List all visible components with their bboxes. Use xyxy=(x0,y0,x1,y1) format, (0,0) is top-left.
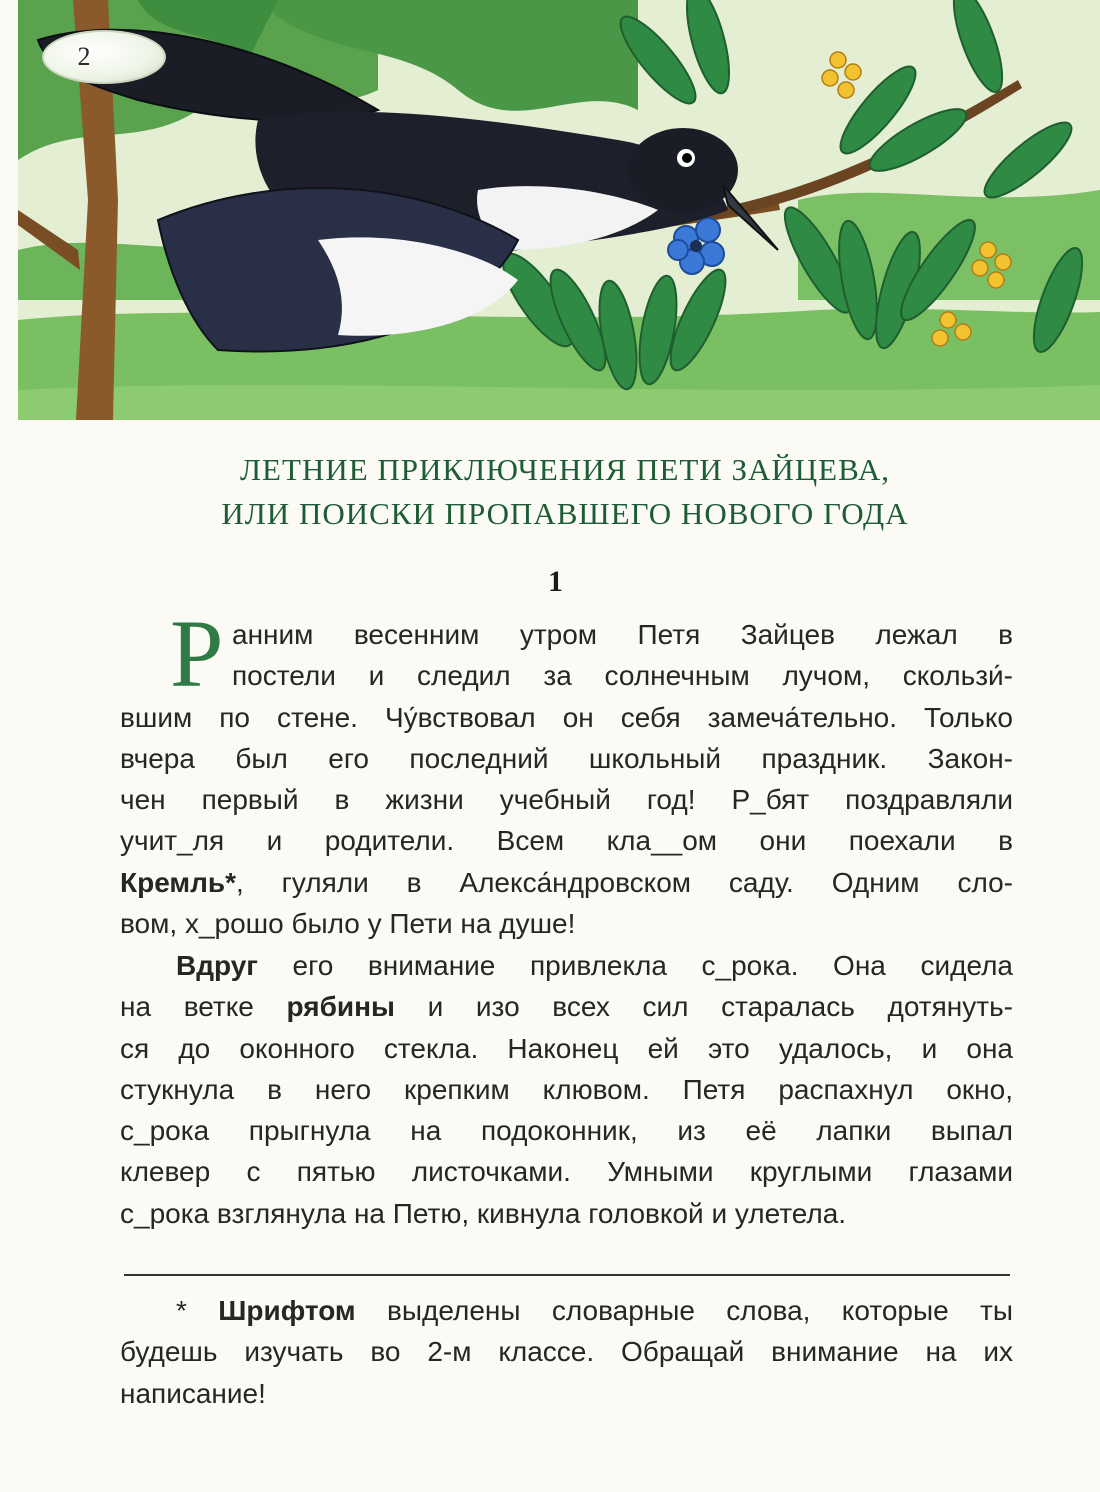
text-line: вом, х_рошо было у Пети на душе! xyxy=(120,908,576,940)
text-fragment: и изо всех сил старалась дотянуть- xyxy=(394,991,1013,1023)
paragraph-1 xyxy=(120,614,1013,944)
text-line: клевер с пятью листочками. Умными круглыми глазами xyxy=(120,1156,1013,1188)
text-line: написание! xyxy=(120,1377,266,1409)
text-fragment: его внимание привлекла с_рока. Она сидела xyxy=(257,950,1013,981)
magpie-rowan-picture xyxy=(18,0,1100,420)
text-line xyxy=(120,986,1013,1027)
page-number-badge xyxy=(42,30,166,84)
text-fragment: , гуляли в Алекса́ндровском саду. Одним сло- xyxy=(236,866,1013,898)
text-line xyxy=(176,1290,1013,1331)
drop-cap-letter: Р xyxy=(170,600,224,707)
text-line: с_рока взглянула на Петю, кивнула головкой и улетела. xyxy=(120,1197,847,1229)
page-number: 2 xyxy=(77,42,91,71)
text-line xyxy=(176,945,1013,986)
text-line: учит_ля и родители. Всем кла__ом они поехали в xyxy=(120,825,1013,857)
text-line: постели и следил за солнечным лучом, скользи́- xyxy=(232,660,1013,692)
text-line xyxy=(120,862,1013,903)
text-line: чен первый в жизни учебный год! Р_бят поздравляли xyxy=(120,784,1013,816)
story-title-line-2: ИЛИ ПОИСКИ ПРОПАВШЕГО НОВОГО ГОДА xyxy=(221,496,909,531)
text-line: стукнула в него крепким клювом. Петя распахнул окно, xyxy=(120,1073,1013,1105)
text-line: ся до оконного стекла. Наконец ей это удалось, и она xyxy=(120,1032,1013,1064)
paragraph-2 xyxy=(120,945,1013,1234)
magpie-illustration xyxy=(18,0,1100,420)
text-fragment: на ветке xyxy=(120,991,287,1023)
text-line: вчера был его последний школьный праздник. Закон- xyxy=(120,742,1013,774)
vocabulary-word: рябины xyxy=(286,991,395,1023)
chapter-number: 1 xyxy=(548,565,563,598)
text-line: анним весенним утром Петя Зайцев лежал в xyxy=(232,619,1013,650)
footnote-marker: * xyxy=(176,1295,219,1326)
vocabulary-word: Кремль* xyxy=(120,866,237,898)
text-line: будешь изучать во 2-м классе. Обращай внимание на их xyxy=(120,1336,1013,1368)
text-fragment: выделены словарные слова, которые ты xyxy=(355,1295,1013,1326)
footnote-divider xyxy=(124,1274,1010,1276)
text-line: с_рока прыгнула на подоконник, из её лапки выпал xyxy=(120,1115,1013,1147)
text-line: вшим по стене. Чу́вствовал он себя замеча́тельно. Только xyxy=(120,701,1013,733)
story-title-line-1: ЛЕТНИЕ ПРИКЛЮЧЕНИЯ ПЕТИ ЗАЙЦЕВА, xyxy=(240,452,890,487)
footnote xyxy=(120,1290,1013,1414)
vocabulary-word: Шрифтом xyxy=(218,1295,356,1326)
vocabulary-word: Вдруг xyxy=(176,950,258,981)
